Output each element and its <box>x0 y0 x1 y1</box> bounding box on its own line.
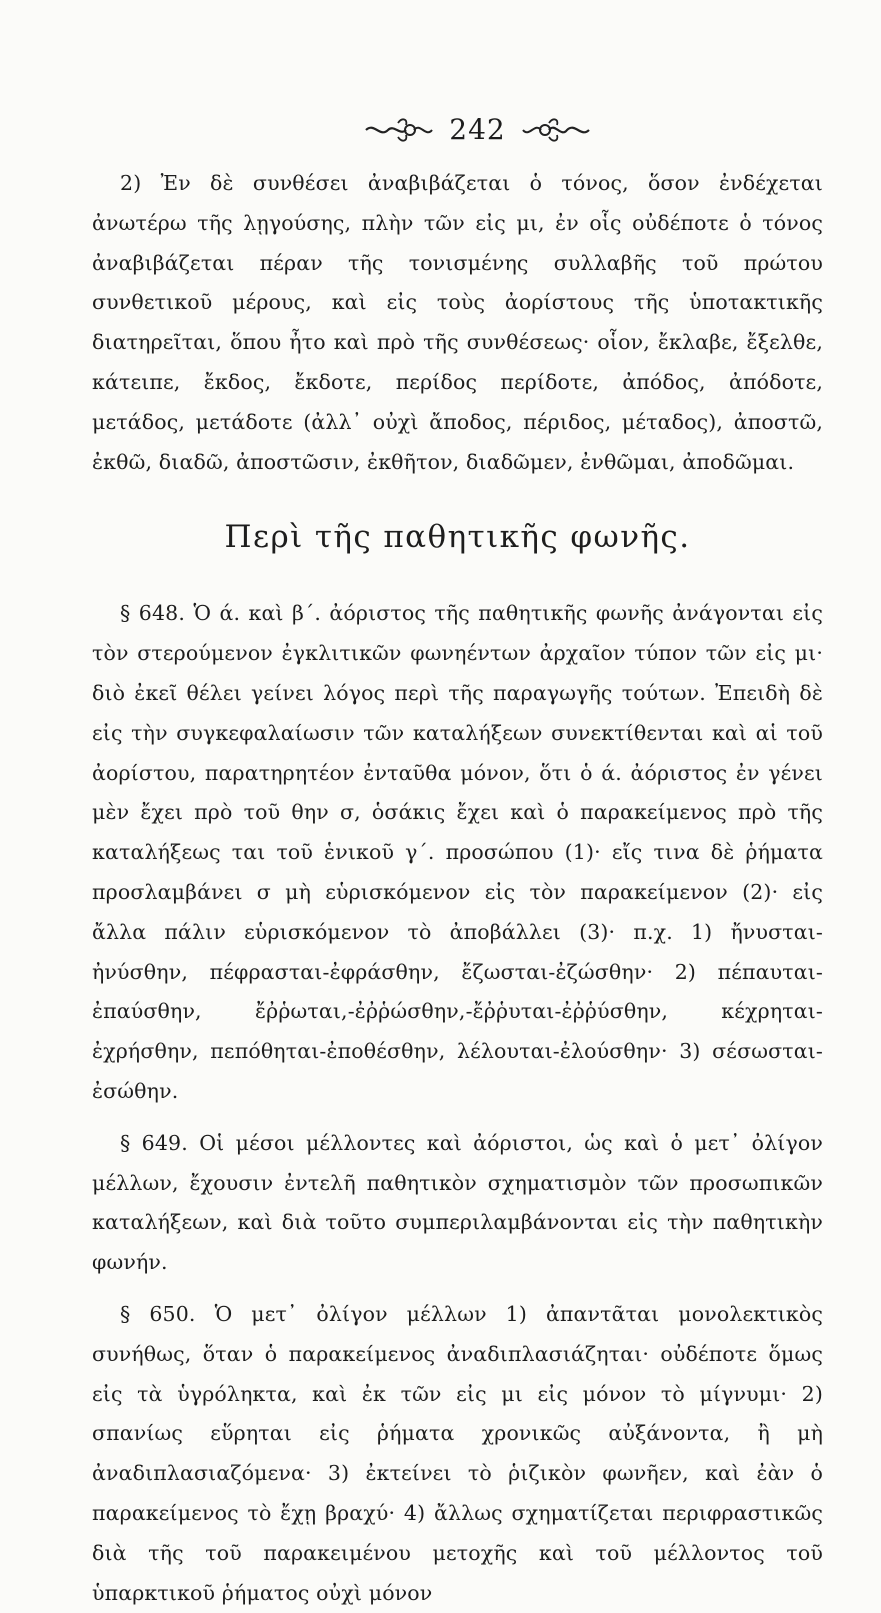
left-ornament-icon <box>362 116 436 144</box>
paragraph-section-650: § 650. Ὁ μετ᾽ ὀλίγον μέλλων 1) ἀπαντᾶται μονολεκτικὸς συνήθως, ὅταν ὁ παρακείμενος ἀναδιπλασιάζηται· οὐδέποτε ὅμως εἰς τὰ ὑγρόληκτα, καὶ ἐκ τῶν εἰς μι εἰς μόνον τὸ μίγνυμι· 2) σπανίως εὕρηται εἰς ῥήματα χρονικῶς αὐξάνοντα, ἢ μὴ ἀναδιπλασιαζόμενα· 3) ἐκτείνει τὸ ῥιζικὸν φωνῆεν, καὶ ἐὰν ὁ παρακείμενος τὸ ἔχῃ βραχύ· 4) ἄλλως σχηματίζεται περιφραστικῶς διὰ τῆς τοῦ παρακειμένου μετοχῆς καὶ τοῦ μέλλοντος τοῦ ὑπαρκτικοῦ ῥήματος οὐχὶ μόνον <box>92 1301 823 1605</box>
section-heading: Περὶ τῆς παθητικῆς φωνῆς. <box>224 519 691 556</box>
paragraph-accent-composition: 2) Ἐν δὲ συνθέσει ἀναβιβάζεται ὁ τόνος, ὅσον ἐνδέχεται ἀνωτέρω τῆς λῃγούσης, πλὴν τῶν εἰς μι, ἐν οἷς οὐδέποτε ὁ τόνος ἀναβιβάζεται πέραν τῆς τονισμένης συλλαβῆς τοῦ πρώτου συνθετικοῦ μέρους, καὶ εἰς τοὺς ἀορίστους τῆς ὑποτακτικῆς διατηρεῖται, ὅπου ἦτο καὶ πρὸ τῆς συνθέσεως· οἷον, ἔκλαβε, ἔξελθε, κάτειπε, ἔκδος, ἔκδοτε, περίδος περίδοτε, ἀπόδος, ἀπόδοτε, μετάδος, μετάδοτε (ἀλλ᾽ οὐχὶ ἄποδος, πέριδος, μέταδος), ἀποστῶ, ἐκθῶ, διαδῶ, ἀποστῶσιν, ἐκθῆτον, διαδῶμεν, ἐνθῶμαι, ἀποδῶμαι. <box>92 171 823 474</box>
paragraph-section-649: § 649. Οἱ μέσοι μέλλοντες καὶ ἀόριστοι, ὡς καὶ ὁ μετ᾽ ὀλίγον μέλλων, ἔχουσιν ἐντελῆ παθητικὸν σχηματισμὸν τῶν προσωπικῶν καταλήξεων, καὶ διὰ τοῦτο συμπεριλαμβάνονται εἰς τὴν παθητικὴν φωνήν. <box>92 1130 823 1275</box>
right-ornament-icon <box>519 116 593 144</box>
page-header <box>132 108 823 152</box>
page-number: 242 <box>449 113 506 146</box>
paragraph-section-648: § 648. Ὁ ά. καὶ β΄. ἀόριστος τῆς παθητικῆς φωνῆς ἀνάγονται εἰς τὸν στερούμενον ἐγκλιτικῶν φωνηέντων ἀρχαῖον τύπον τῶν εἰς μι· διὸ ἐκεῖ θέλει γείνει λόγος περὶ τῆς παραγωγῆς τούτων. Ἐπειδὴ δὲ εἰς τὴν συγκεφαλαίωσιν τῶν καταλήξεων συνεκτίθενται καὶ αἱ τοῦ ἀορίστου, παρατηρητέον ἐνταῦθα μόνον, ὅτι ὁ ά. ἀόριστος ἐν γένει μὲν ἔχει πρὸ τοῦ θην σ, ὁσάκις ἔχει καὶ ὁ παρακείμενος πρὸ τῆς καταλήξεως ται τοῦ ἑνικοῦ γ΄. προσώπου (1)· εἴς τινα δὲ ῥήματα προσλαμβάνει σ μὴ εὑρισκόμενον εἰς τὸν παρακείμενον (2)· εἰς ἄλλα πάλιν εὑρισκόμενον τὸ ἀποβάλλει (3)· π.χ. 1) ἤνυσται-ἠνύσθην, πέφρασται-ἐφράσθην, ἔζωσται-ἐζώσθην· 2) πέπαυται-ἐπαύσθην, ἔῤῥωται,-ἐῤῥώσθην,-ἔῤῥυται-ἐῤῥύσθην, κέχρηται-ἐχρήσθην, πεπόθηται-ἐποθέσθην, λέλουται-ἐλούσθην· 3) σέσωσται-ἐσώθην. <box>92 601 823 1103</box>
